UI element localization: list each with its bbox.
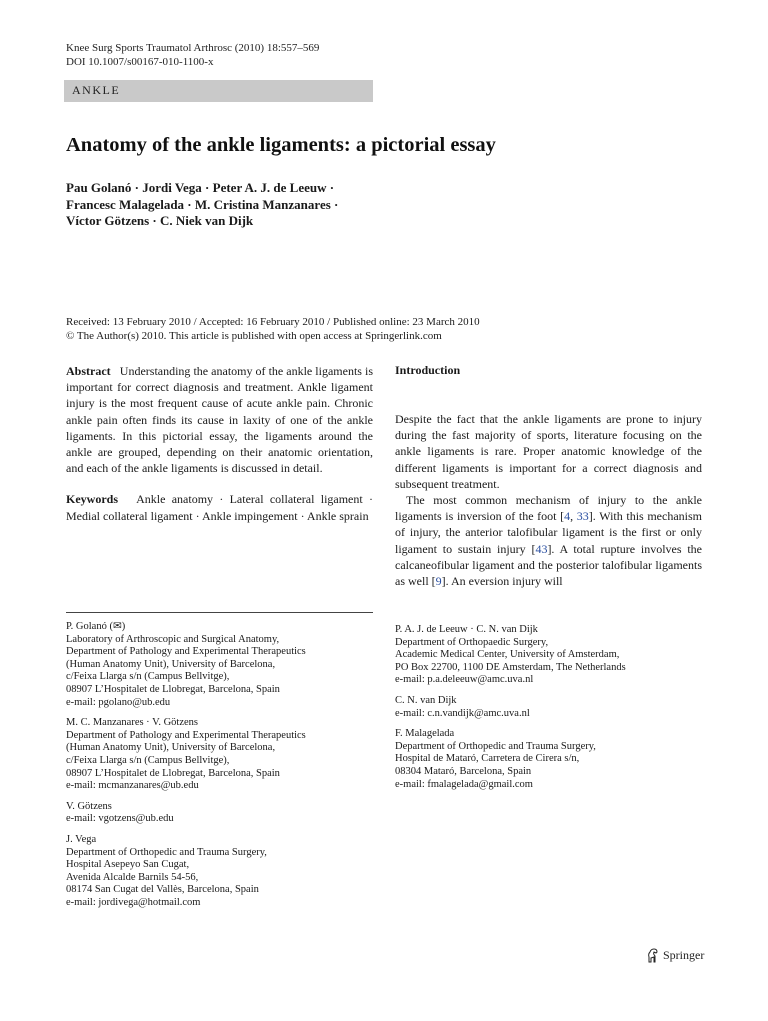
abstract-column [66,363,373,524]
article-title: Anatomy of the ankle ligaments: a pictorial essay [66,134,496,156]
introduction-heading: Introduction [395,363,461,377]
affiliation-block [66,717,373,793]
affiliation-email[interactable]: e-mail: vgotzens@ub.edu [66,813,174,825]
citation-link[interactable]: 43 [535,541,548,556]
affiliation-block [66,621,373,709]
affiliation-line: Department of Orthopedic and Trauma Surgery, [66,846,267,858]
affiliation-email[interactable]: e-mail: fmalagelada@gmail.com [395,778,533,790]
footnote-divider [66,612,373,613]
author-list [66,180,338,230]
intro-text: ]. With this mechanism of injury, the anterior talofibular ligament is the first or only ligament to sustain injury [ [395,509,702,556]
affiliation-line: Department of Orthopaedic Surgery, [395,636,549,648]
affiliation-line: Department of Pathology and Experimental Therapeutics [66,729,306,741]
affiliation-line: Department of Pathology and Experimental Therapeutics [66,646,306,658]
affiliation-line: 08304 Mataró, Barcelona, Spain [395,765,532,777]
journal-citation: Knee Surg Sports Traumatol Arthrosc (2010) 18:557–569 [66,42,320,54]
abstract-text: Understanding the anatomy of the ankle ligaments is important for correct diagnosis and treatment. Ankle ligament injury is the most frequent cause of acute ankle pain. Chronic ankle pain often finds its cause in laxity of one of the ankle ligaments. In this pictorial essay, the ligaments around the ankle are grouped, depending on their anatomic orientation, and each of the ankle ligaments is discussed in detail. [66,364,374,476]
abstract-label: Abstract [66,364,111,378]
affiliation-name: C. N. van Dijk [395,694,457,706]
affiliations-right [395,624,702,799]
introduction-body [395,411,702,589]
intro-paragraph: Despite the fact that the ankle ligaments are prone to injury during the fast majority of sports, literature focusing on the ankle ligaments is rare. Proper anatomic knowledge of the different ligaments is important for a correct diagnosis and subsequent treatment. [395,412,702,491]
affiliation-line: Department of Orthopedic and Trauma Surgery, [395,740,596,752]
publication-dates [66,316,480,343]
affiliation-block [395,728,702,791]
intro-text: The most common mechanism of injury to the ankle ligaments is inversion of the foot [ [395,493,702,524]
affiliation-block [66,834,373,910]
affiliation-name: P. Golanó (✉) [66,621,126,632]
copyright-line: © The Author(s) 2010. This article is published with open access at Springerlink.com [66,329,442,342]
affiliation-line: Hospital Asepeyo San Cugat, [66,859,190,871]
affiliations-left [66,621,373,917]
affiliation-email[interactable]: e-mail: c.n.vandijk@amc.uva.nl [395,707,530,719]
affiliation-line: 08174 San Cugat del Vallès, Barcelona, Spain [66,884,259,896]
section-bar [64,80,373,102]
affiliation-name: M. C. Manzanares · V. Götzens [66,717,199,729]
affiliation-block [395,695,702,720]
springer-horse-icon [646,948,659,963]
abstract [66,363,373,476]
intro-text: , [570,509,577,524]
citation-link[interactable]: 4 [564,509,571,524]
affiliation-line: (Human Anatomy Unit), University of Barcelona, [66,742,276,754]
intro-text: ]. An eversion injury will [441,574,563,589]
dates-line: Received: 13 February 2010 / Accepted: 16 February 2010 / Published online: 23 March 2010 [66,316,480,328]
affiliation-email[interactable]: e-mail: jordivega@hotmail.com [66,896,201,908]
intro-paragraph [395,492,702,589]
affiliation-block [395,624,702,687]
affiliation-line: Hospital de Mataró, Carretera de Cirera s/n, [395,753,580,765]
section-label: ANKLE [72,83,121,97]
author-line: Francesc Malagelada · M. Cristina Manzanares · [66,196,339,212]
affiliation-line: Laboratory of Arthroscopic and Surgical Anatomy, [66,633,280,645]
affiliation-block [66,801,373,826]
doi: DOI 10.1007/s00167-010-1100-x [66,56,214,68]
affiliation-email[interactable]: e-mail: p.a.deleeuw@amc.uva.nl [395,674,534,686]
affiliation-name: J. Vega [66,833,97,845]
affiliation-line: c/Feixa Llarga s/n (Campus Bellvitge), [66,671,230,683]
affiliation-line: Academic Medical Center, University of Amsterdam, [395,649,620,661]
citation-link[interactable]: 33 [576,509,589,524]
affiliation-line: c/Feixa Llarga s/n (Campus Bellvitge), [66,754,230,766]
affiliation-line: (Human Anatomy Unit), University of Barcelona, [66,658,276,670]
intro-text: ]. A total rupture involves the calcaneofibular ligament and the posterior talofibular ligaments as well [ [395,541,702,589]
affiliation-line: Avenida Alcalde Barnils 54-56, [66,871,199,883]
author-line: Pau Golanó · Jordi Vega · Peter A. J. de Leeuw · [66,180,335,195]
affiliation-name: F. Malagelada [395,728,455,740]
publisher-logo [646,948,704,963]
keywords [66,491,373,523]
publisher-name: Springer [663,948,705,962]
affiliation-email[interactable]: e-mail: mcmanzanares@ub.edu [66,780,199,792]
keywords-label: Keywords [66,492,118,507]
affiliation-name: V. Götzens [66,800,112,812]
author-line: Víctor Götzens · C. Niek van Dijk [66,213,254,228]
affiliation-line: PO Box 22700, 1100 DE Amsterdam, The Netherlands [395,661,626,673]
citation-link[interactable]: 9 [435,574,442,589]
keywords-text: Ankle anatomy · Lateral collateral ligament · Medial collateral ligament · Ankle impingement · Ankle sprain [66,492,373,523]
affiliation-name: P. A. J. de Leeuw · C. N. van Dijk [395,624,538,635]
affiliation-line: 08907 L’Hospitalet de Llobregat, Barcelona, Spain [66,767,280,779]
affiliation-email[interactable]: e-mail: pgolano@ub.edu [66,696,171,708]
affiliation-line: 08907 L’Hospitalet de Llobregat, Barcelona, Spain [66,683,280,695]
